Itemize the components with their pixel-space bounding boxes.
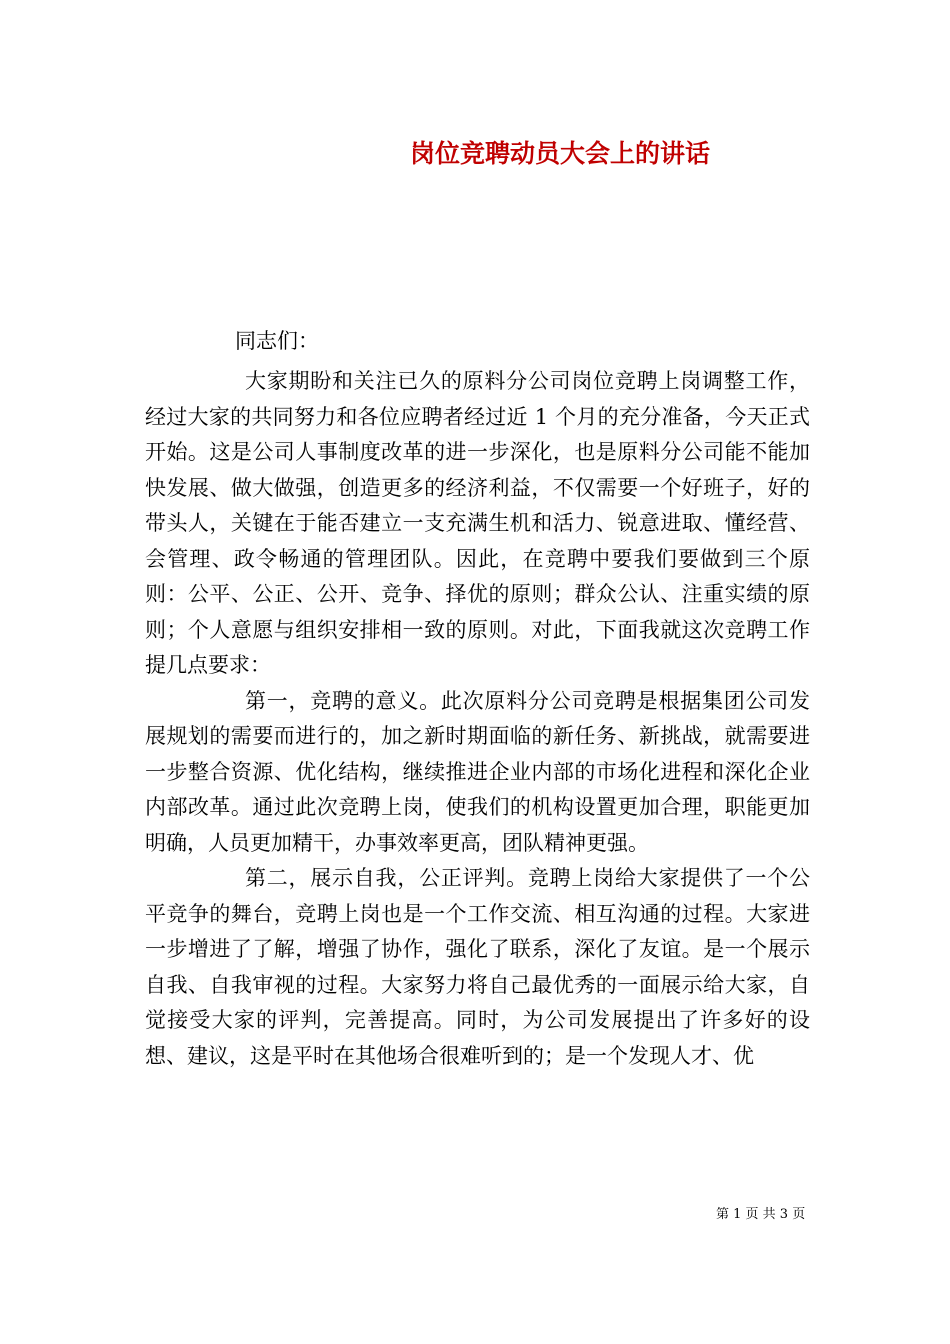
salutation: 同志们：: [235, 329, 319, 353]
paragraph-3: 第二，展示自我，公正评判。竞聘上岗给大家提供了一个公平竞争的舞台，竞聘上岗也是一个工作交流、相互沟通的过程。大家进一步增进了了解，增强了协作，强化了联系，深化了友谊。是一个展示自我、自我审视的过程。大家努力将自己最优秀的一面展示给大家，自觉接受大家的评判，完善提高。同时，为公司发展提出了许多好的设想、建议，这是平时在其他场合很难听到的；是一个发现人才、优: [145, 866, 810, 1068]
page-number-footer: 第 1 页 共 3 页: [716, 1207, 806, 1222]
paragraph-1: 大家期盼和关注已久的原料分公司岗位竞聘上岗调整工作，经过大家的共同努力和各位应聘者经过近 1 个月的充分准备，今天正式开始。这是公司人事制度改革的进一步深化，也是原料分公司能不能加快发展、做大做强，创造更多的经济利益，不仅需要一个好班子，好的带头人，关键在于能否建立一支充满生机和活力、锐意进取、懂经营、会管理、政令畅通的管理团队。因此，在竞聘中要我们要做到三个原则：公平、公正、公开、竞争、择优的原则；群众公认、注重实绩的原则；个人意愿与组织安排相一致的原则。对此，下面我就这次竞聘工作提几点要求：: [145, 369, 810, 677]
document-body: [145, 364, 810, 1074]
paragraph-2: 第一，竞聘的意义。此次原料分公司竞聘是根据集团公司发展规划的需要而进行的，加之新时期面临的新任务、新挑战，就需要进一步整合资源、优化结构，继续推进企业内部的市场化进程和深化企业内部改革。通过此次竞聘上岗，使我们的机构设置更加合理，职能更加明确，人员更加精干，办事效率更高，团队精神更强。: [145, 688, 810, 855]
document-title: 岗位竞聘动员大会上的讲话: [410, 139, 711, 168]
